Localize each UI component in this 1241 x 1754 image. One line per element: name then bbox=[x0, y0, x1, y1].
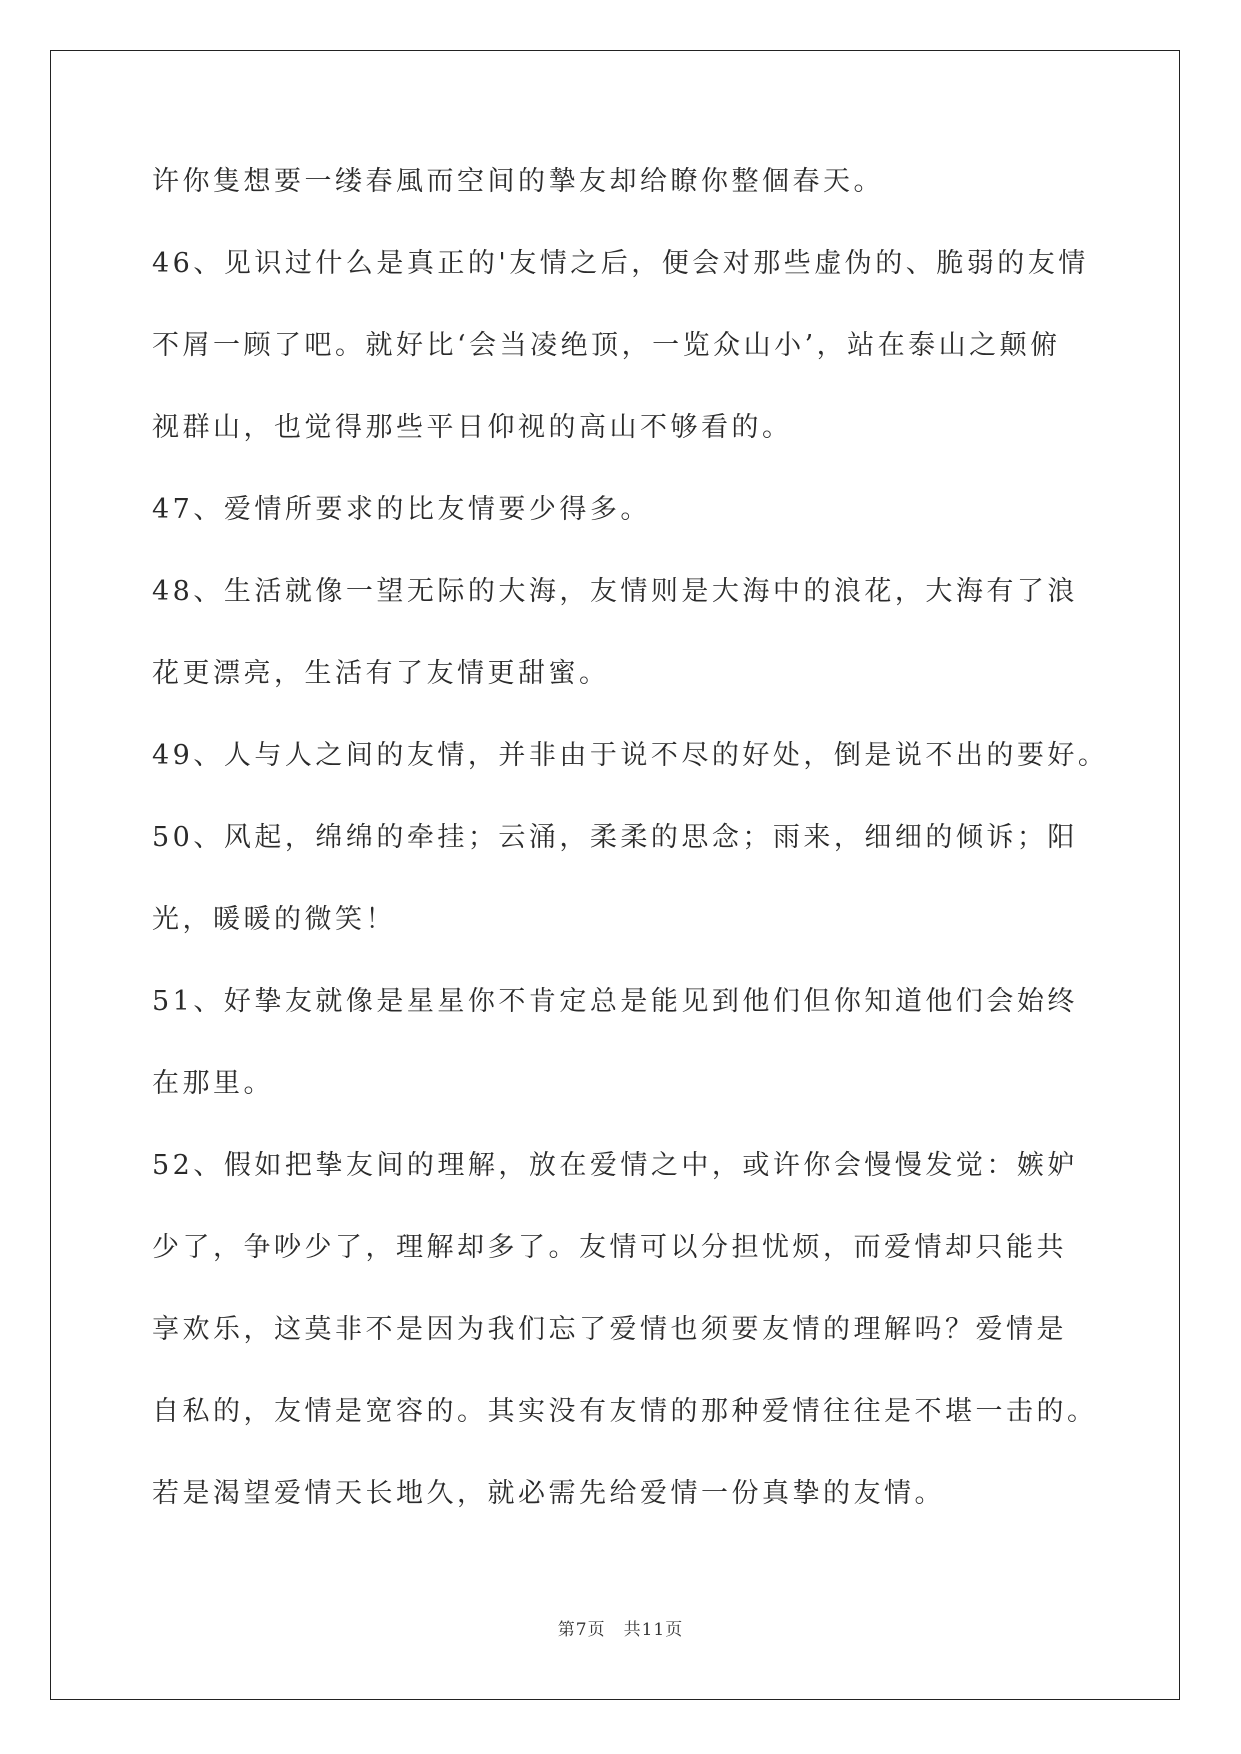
text-line: 自私的，友情是宽容的。其实没有友情的那种爱情往往是不堪一击的。 bbox=[152, 1396, 1098, 1427]
text-line: 46、见识过什么是真正的'友情之后，便会对那些虚伪的、脆弱的友情 bbox=[152, 248, 1089, 279]
text-line: 光，暖暖的微笑！ bbox=[152, 904, 396, 935]
text-line: 视群山，也觉得那些平日仰视的高山不够看的。 bbox=[152, 412, 793, 443]
page-number: 第7页 共11页 bbox=[557, 1620, 684, 1640]
text-line: 若是渴望爱情天长地久，就必需先给爱情一份真挚的友情。 bbox=[152, 1478, 945, 1509]
text-line: 许你隻想要一缕春風而空间的摯友却给瞭你整個春天。 bbox=[152, 166, 884, 197]
text-line: 51、好挚友就像是星星你不肯定总是能见到他们但你知道他们会始终 bbox=[152, 986, 1078, 1017]
text-line: 49、人与人之间的友情，并非由于说不尽的好处，倒是说不出的要好。 bbox=[152, 740, 1109, 771]
text-line: 不屑一顾了吧。就好比‘会当凌绝顶，一览众山小’，站在泰山之颠俯 bbox=[152, 330, 1061, 361]
text-line: 52、假如把挚友间的理解，放在爱情之中，或许你会慢慢发觉：嫉妒 bbox=[152, 1150, 1078, 1181]
text-line: 50、风起，绵绵的牵挂；云涌，柔柔的思念；雨来，细细的倾诉；阳 bbox=[152, 822, 1078, 853]
document-body bbox=[152, 154, 1109, 1548]
text-line: 花更漂亮，生活有了友情更甜蜜。 bbox=[152, 658, 610, 689]
text-line: 47、爱情所要求的比友情要少得多。 bbox=[152, 494, 651, 525]
text-line: 享欢乐，这莫非不是因为我们忘了爱情也须要友情的理解吗？爱情是 bbox=[152, 1314, 1067, 1345]
text-line: 在那里。 bbox=[152, 1068, 274, 1099]
text-line: 少了，争吵少了，理解却多了。友情可以分担忧烦，而爱情却只能共 bbox=[152, 1232, 1067, 1263]
text-line: 48、生活就像一望无际的大海，友情则是大海中的浪花，大海有了浪 bbox=[152, 576, 1078, 607]
page-footer bbox=[0, 1615, 1241, 1640]
